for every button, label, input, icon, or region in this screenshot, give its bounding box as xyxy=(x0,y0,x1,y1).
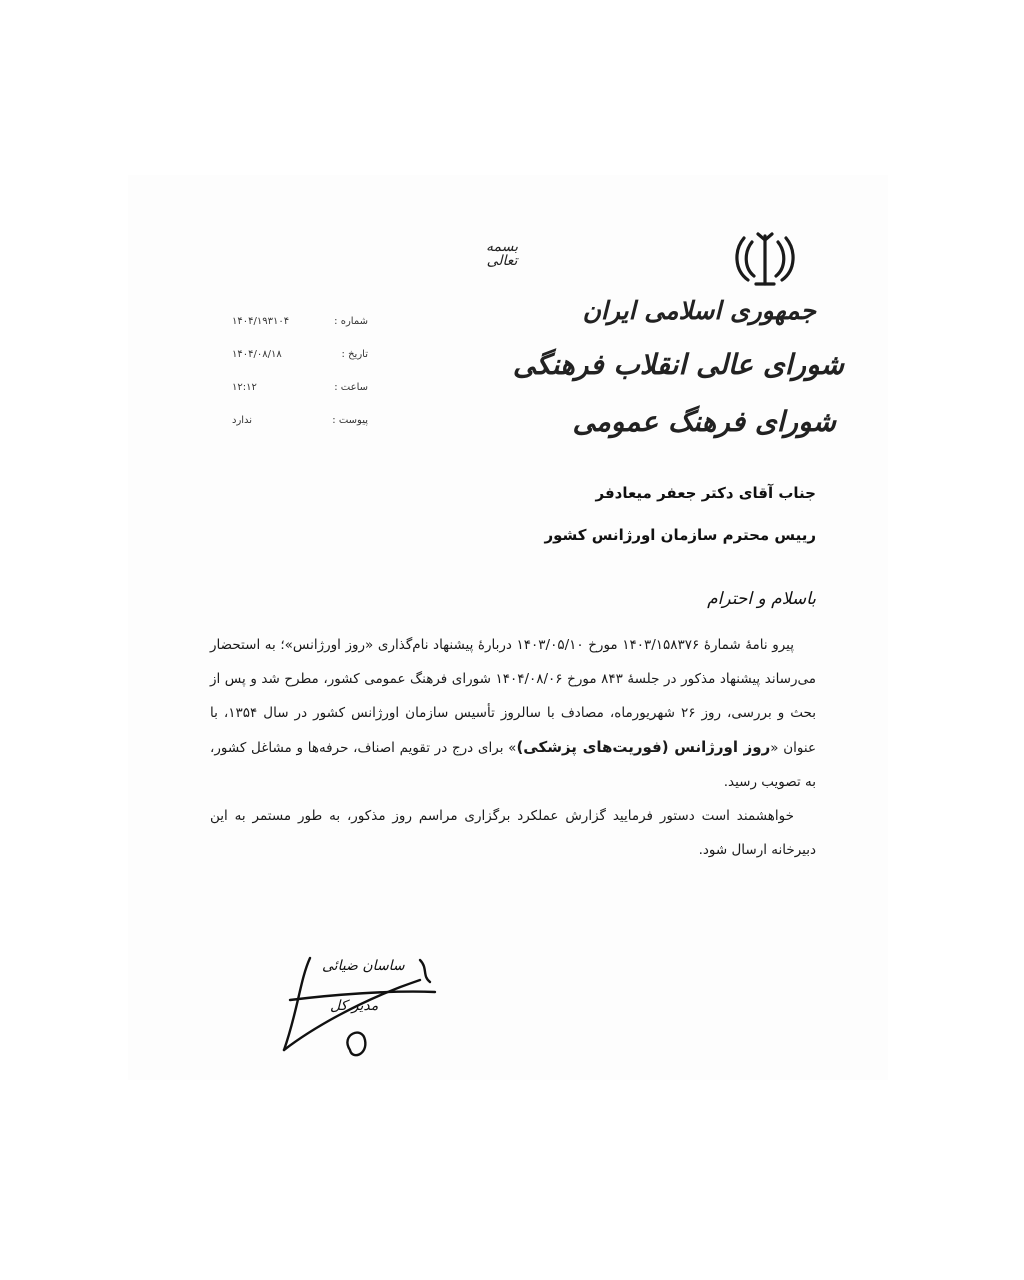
recipient-name: جناب آقای دکتر جعفر میعادفر xyxy=(595,484,816,502)
body-p1-bold-title: روز اورژانس (فوریت‌های پزشکی) xyxy=(516,738,771,756)
body-p1-text-a: پیرو نامهٔ شمارهٔ ۱۴۰۳/۱۵۸۳۷۶ مورخ ۱۴۰۳/۰۵/۱۰ دربارهٔ پیشنهاد نام‌گذاری «روز اورژانس»؛ به استحضار می‌رساند پیشنهاد مذکور در جلسهٔ ۸۴۳ مورخ ۱۴۰۴/۰۸/۰۶ شورای فرهنگ عمومی کشور، مطرح شد و پس از بحث و بررسی، روز ۲۶ شهریورماه، مصادف با سالروز تأسیس سازمان اورژانس کشور در سال ۱۳۵۴، با عنوان « xyxy=(210,637,817,756)
signatory-title: مدیر کل xyxy=(330,998,379,1014)
letter-body xyxy=(210,628,816,867)
meta-time-label: ساعت : xyxy=(334,382,368,393)
meta-attachment-label: پیوست : xyxy=(332,415,368,426)
org-line-culture: شورای فرهنگ عمومی xyxy=(572,405,836,438)
meta-date xyxy=(228,338,368,371)
body-paragraph-2: خواهشمند است دستور فرمایید گزارش عملکرد برگزاری مراسم روز مذکور، به طور مستمر به این دبیرخانه ارسال شود. xyxy=(210,808,816,858)
bismillah: بسمه تعالی xyxy=(486,239,518,269)
signatory-name: ساسان ضیائی xyxy=(322,958,405,974)
emblem-icon xyxy=(730,228,800,290)
meta-number-label: شماره : xyxy=(334,316,368,327)
meta-date-value: ۱۴۰۴/۰۸/۱۸ xyxy=(232,349,282,360)
meta-attachment-value: ندارد xyxy=(232,415,253,426)
meta-attachment xyxy=(228,404,368,437)
meta-number-value: ۱۴۰۴/۱۹۳۱۰۴ xyxy=(232,316,290,327)
meta-number xyxy=(228,305,368,338)
recipient-title: رییس محترم سازمان اورژانس کشور xyxy=(544,526,816,544)
org-line-council: شورای عالی انقلاب فرهنگی xyxy=(512,348,844,381)
greeting: باسلام و احترام xyxy=(707,589,816,609)
meta-date-label: تاریخ : xyxy=(341,349,368,360)
meta-time-value: ۱۲:۱۲ xyxy=(232,382,257,393)
meta-time xyxy=(228,371,368,404)
body-paragraph-1 xyxy=(210,628,816,799)
body-p1-text-b: » برای درج در تقویم اصناف، حرفه‌ها و مشاغل کشور، به تصویب رسید. xyxy=(210,740,816,790)
org-line-country: جمهوری اسلامی ایران xyxy=(582,296,816,325)
letter-meta xyxy=(228,305,368,437)
